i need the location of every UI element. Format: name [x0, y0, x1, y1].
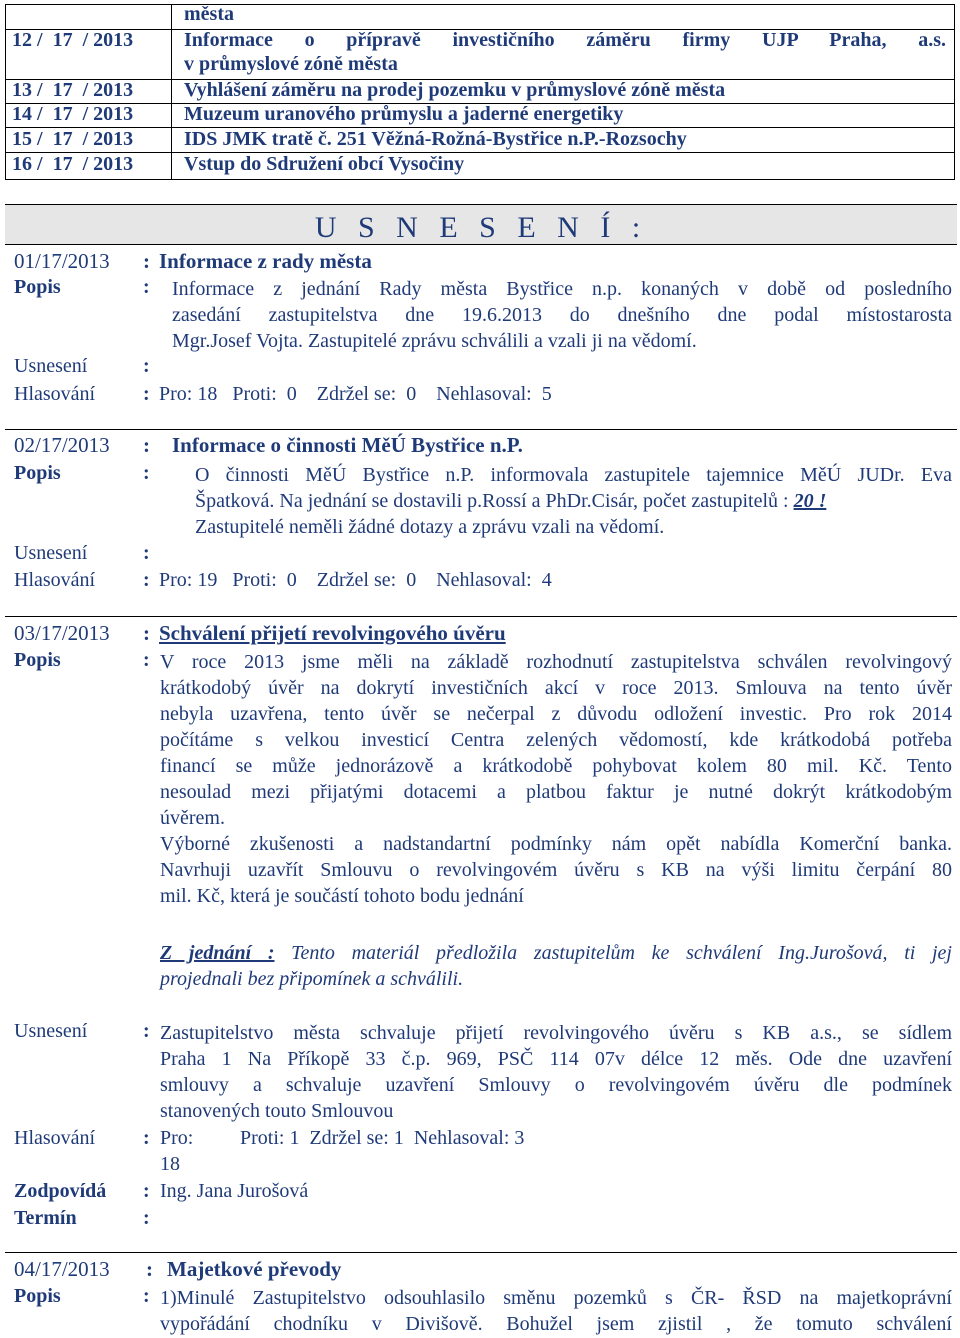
usneseni-label: Usnesení: [14, 542, 88, 564]
agenda-top-fragment: města: [184, 3, 234, 25]
item-colon: :: [143, 433, 150, 457]
vote-pro-value: 18: [160, 1153, 180, 1175]
hlasovani-label: Hlasování: [14, 569, 96, 591]
usneseni-colon: :: [143, 1020, 150, 1042]
row-divider: [6, 152, 954, 153]
usneseni-colon: :: [143, 355, 150, 377]
section-divider: [5, 616, 957, 617]
popis-colon: :: [143, 276, 150, 298]
agenda-row-number: 14 / 17 / 2013: [12, 103, 134, 125]
popis-label: Popis: [14, 462, 61, 484]
popis-label: Popis: [14, 276, 61, 298]
item-colon: :: [143, 621, 150, 645]
hlasovani-colon: :: [143, 1127, 150, 1149]
hlasovani-label: Hlasování: [14, 383, 96, 405]
resolutions-title: U S N E S E N Í :: [314, 211, 648, 244]
agenda-row-number: 13 / 17 / 2013: [12, 79, 134, 101]
agenda-row-number: 12 / 17 / 2013: [12, 29, 134, 51]
popis-colon: :: [143, 462, 150, 484]
zodpovida-value: Ing. Jana Jurošová: [160, 1180, 309, 1202]
usneseni-label: Usnesení: [14, 355, 88, 377]
hlasovani-label: Hlasování: [14, 1127, 96, 1149]
agenda-row-title: Vstup do Sdružení obcí Vysočiny: [184, 153, 465, 175]
item-title: Informace z rady města: [159, 249, 372, 273]
member-count: 20 !: [793, 490, 827, 512]
section-divider: [5, 429, 957, 430]
popis-colon: :: [143, 649, 150, 671]
usneseni-colon: :: [143, 542, 150, 564]
hlasovani-colon: :: [143, 569, 150, 591]
agenda-row-number: 16 / 17 / 2013: [12, 153, 134, 175]
vote-result: Pro: 19 Proti: 0 Zdržel se: 0 Nehlasoval: 4: [159, 569, 552, 591]
item-colon: :: [143, 249, 150, 273]
agenda-row-title-cont: v průmyslové zóně města: [184, 53, 398, 75]
item-title: Schválení přijetí revolvingového úvěru: [159, 621, 506, 645]
agenda-row-number: 15 / 17 / 2013: [12, 128, 134, 150]
z-jednani-label: Z jednání :: [160, 942, 275, 964]
section-divider: [5, 1252, 957, 1253]
vote-result: Pro: 18 Proti: 0 Zdržel se: 0 Nehlasoval: 5: [159, 383, 552, 405]
popis-label: Popis: [14, 1285, 61, 1307]
usneseni-text: Zastupitelstvo města schvaluje přijetí revolvingového úvěru s KB a.s., se sídlem Praha 1 Na Příkopě 33 č.p. 969, PSČ 114 07v délce 12 měs. Ode dne uzavření smlouvy a schvaluje uzavření Smlouvy o revolvingovém úvěru dle podmínek stanovených touto Smlouvou: [160, 1022, 952, 1122]
popis-label: Popis: [14, 649, 61, 671]
zodpovida-label: Zodpovídá: [14, 1180, 107, 1202]
item-title: Informace o činnosti MěÚ Bystřice n.P.: [172, 433, 523, 457]
item-colon: :: [146, 1257, 153, 1281]
item-number: 01/17/2013: [14, 249, 110, 273]
vote-pro-label: Pro:: [160, 1127, 194, 1149]
item-number: 02/17/2013: [14, 433, 110, 457]
agenda-row-title: IDS JMK tratě č. 251 Věžná-Rožná-Bystřice n.P.-Rozsochy: [184, 128, 687, 150]
popis-colon: :: [143, 1285, 150, 1307]
popis-text: V roce 2013 jsme měli na základě rozhodnutí zastupitelstva schválen revolvingový krátkodobý úvěr na dokrytí investičních akcí v roce 2013. Smlouva na tento úvěr nebyla uzavřena, tento úvěr se nečerpal z důvodu odložení investic. Pro rok 2014 počítáme s velkou investicí Centra zelených vědomostí, kde krátkodobá potřeba financí se může jednorázově a krátkodobě pohybovat kolem 80 mil. Kč. Tento nesoulad mezi přijatými dotacemi a platbou faktur je nutné dokrýt krátkodobým úvěrem. Výborné zkušenosti a nadstandartní podmínky nám opět nabídla Komerční banka. Navrhuji uzavřít Smlouvu o revolvingovém úvěru s KB na výši limitu čerpání 80 mil. Kč, která je součástí tohoto bodu jednání: [160, 651, 952, 907]
termin-label: Termín: [14, 1207, 77, 1229]
termin-colon: :: [143, 1207, 150, 1229]
agenda-row-title: Vyhlášení záměru na prodej pozemku v průmyslové zóně města: [184, 79, 726, 101]
zodpovida-colon: :: [143, 1180, 150, 1202]
resolutions-header: [5, 204, 957, 245]
agenda-row-title: Informace o přípravě investičního záměru firmy UJP Praha, a.s.: [184, 29, 946, 51]
popis-text: O činnosti MěÚ Bystřice n.P. informovala zastupitele tajemnice MěÚ JUDr. Eva Špatková. Na jednání se dostavili p.Rossí a PhDr.Cisár, počet zastupitelů : 20 ! Zastupitelé neměli žádné dotazy a zprávu vzali na vědomí.: [195, 464, 952, 538]
hlasovani-colon: :: [143, 383, 150, 405]
item-title: Majetkové převody: [167, 1257, 342, 1281]
z-jednani-text: Z jednání : Tento materiál předložila zastupitelům ke schválení Ing.Jurošová, ti jej projednali bez připomínek a schválili.: [160, 942, 952, 990]
usneseni-label: Usnesení: [14, 1020, 88, 1042]
popis-text: Informace z jednání Rady města Bystřice n.p. konaných v době od posledního zasedání zastupitelstva dne 19.6.2013 do dnešního dne podal místostarosta Mgr.Josef Vojta. Zastupitelé zprávu schválili a vzali ji na vědomí.: [172, 278, 952, 352]
col-divider: [171, 5, 172, 179]
item-number: 03/17/2013: [14, 621, 110, 645]
agenda-row-title: Muzeum uranového průmyslu a jaderné energetiky: [184, 103, 624, 125]
popis-text: 1)Minulé Zastupitelstvo odsouhlasilo směnu pozemků s ČR- ŘSD na majetkoprávní vypořádání chodníku v Divišově. Bohužel jsem zjistil , že tomuto schválení: [160, 1287, 952, 1335]
vote-rest: Proti: 1 Zdržel se: 1 Nehlasoval: 3: [240, 1127, 525, 1149]
item-number: 04/17/2013: [14, 1257, 110, 1281]
